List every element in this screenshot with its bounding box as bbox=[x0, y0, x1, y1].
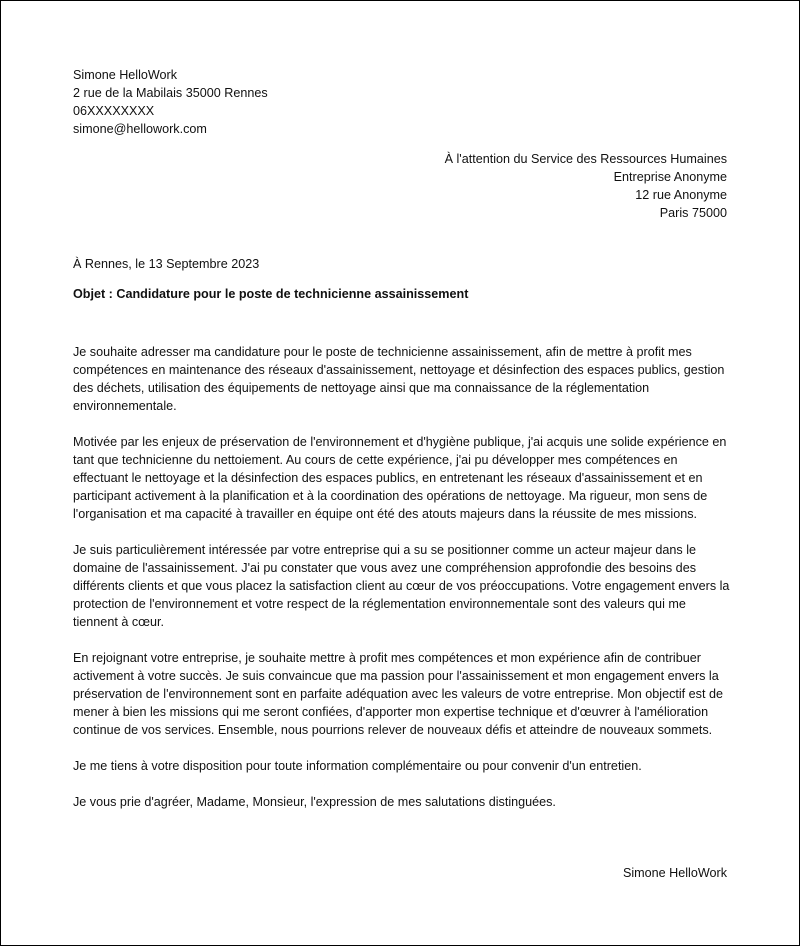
sender-address: 2 rue de la Mabilais 35000 Rennes bbox=[73, 86, 268, 100]
body-paragraph: Je souhaite adresser ma candidature pour le poste de technicienne assainissement, afin de mettre à profit mes compétences en maintenance des réseaux d'assainissement, nettoyage et désinfection des espaces publics, gestion des déchets, utilisation des équipements de nettoyage ainsi que ma connaissance de la réglementation environnementale. bbox=[73, 345, 725, 413]
recipient-company: Entreprise Anonyme bbox=[613, 170, 727, 184]
sender-phone: 06XXXXXXXX bbox=[73, 104, 155, 118]
recipient-block bbox=[445, 150, 727, 222]
sender-block bbox=[73, 66, 268, 138]
recipient-attention: À l'attention du Service des Ressources Humaines bbox=[444, 152, 727, 166]
date-line: À Rennes, le 13 Septembre 2023 bbox=[73, 257, 260, 271]
signature: Simone HelloWork bbox=[622, 866, 727, 880]
sender-name: Simone HelloWork bbox=[73, 68, 178, 82]
body-paragraph: En rejoignant votre entreprise, je souhaite mettre à profit mes compétences et mon expérience afin de contribuer activement à votre succès. Je suis convaincue que ma passion pour l'assainissement et mon engagement envers la préservation de l'environnement sont en parfaite adéquation avec les valeurs de votre entreprise. Mon objectif est de mener à bien les missions qui me seront confiées, d'apporter mon expertise technique et d'œuvrer à l'amélioration continue de vos services. Ensemble, nous pourrions relever de nouveaux défis et atteindre de nouveaux sommets. bbox=[73, 651, 723, 737]
body-paragraph: Je vous prie d'agréer, Madame, Monsieur, l'expression de mes salutations distinguées. bbox=[73, 795, 556, 809]
recipient-street: 12 rue Anonyme bbox=[635, 188, 727, 202]
body-paragraph: Je me tiens à votre disposition pour toute information complémentaire ou pour convenir d'un entretien. bbox=[73, 759, 642, 773]
recipient-city: Paris 75000 bbox=[659, 206, 727, 220]
body-paragraph: Motivée par les enjeux de préservation de l'environnement et d'hygiène publique, j'ai acquis une solide expérience en tant que technicienne du nettoiement. Au cours de cette expérience, j'ai pu développer mes compétences en effectuant le nettoyage et la désinfection des espaces publics, en entretenant les réseaux d'assainissement et en participant activement à la planification et à la coordination des opérations de nettoyage. Ma rigueur, mon sens de l'organisation et ma capacité à travailler en équipe ont été des atouts majeurs dans la réussite de mes missions. bbox=[73, 435, 727, 521]
body-paragraph: Je suis particulièrement intéressée par votre entreprise qui a su se positionner comme un acteur majeur dans le domaine de l'assainissement. J'ai pu constater que vous avez une compréhension approfondie des besoins des différents clients et que vous placez la satisfaction client au cœur de vos préoccupations. Votre engagement envers la protection de l'environnement et votre respect de la réglementation environnementale sont des valeurs qui me tiennent à cœur. bbox=[73, 543, 730, 629]
subject-line: Objet : Candidature pour le poste de technicienne assainissement bbox=[73, 287, 469, 301]
letter-body bbox=[73, 343, 733, 829]
sender-email: simone@hellowork.com bbox=[73, 122, 207, 136]
